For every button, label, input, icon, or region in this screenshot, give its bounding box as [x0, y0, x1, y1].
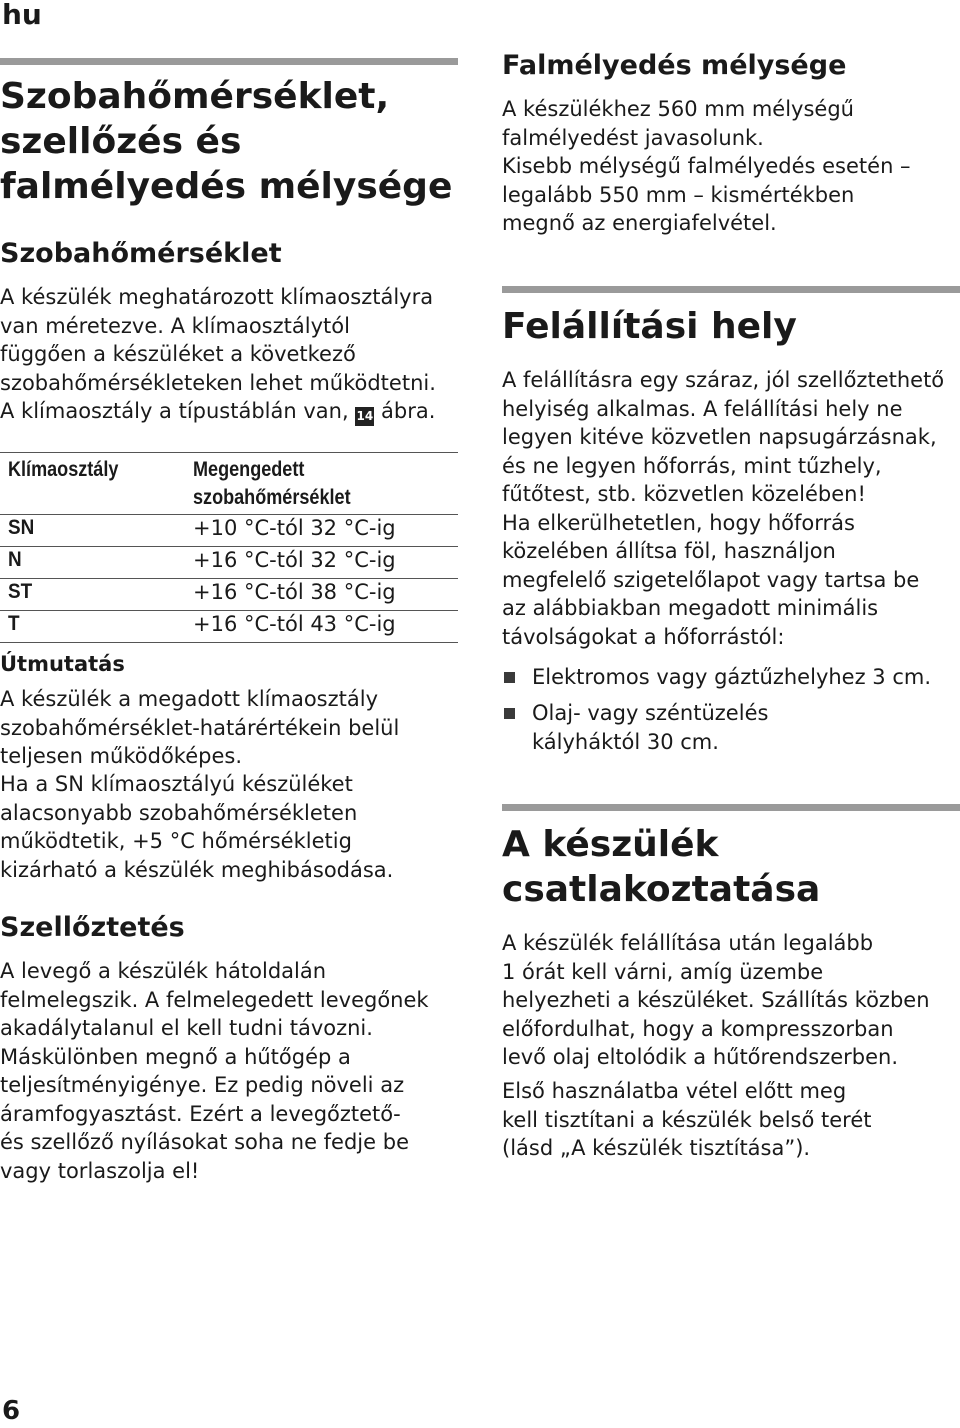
reference-text: A klímaosztály a típustáblán van,: [0, 399, 356, 423]
ventilation-heading: Szellőztetés: [0, 912, 185, 943]
note-text-sn: Ha a SN klímaosztályú készüléket alacsonyabb szobahőmérsékleten működtetik, +5 °C hőmérsékletig kizárható a készülék meghibásodása.: [0, 772, 394, 882]
room-temp-text: A készülék meghatározott klímaosztályra van méretezve. A klímaosztálytól függően a készüléket a következő szobahőmérsékleteken lehet működtetni.: [0, 285, 436, 395]
note-text: A készülék a megadott klímaosztály szobahőmérséklet-határértékein belül teljesen működőképes.: [0, 687, 400, 768]
table-header-temp-line1: Megengedett: [193, 458, 305, 481]
language-code: hu: [2, 0, 42, 31]
section-divider-bar: [502, 804, 960, 811]
table-cell-range: +16 °C-tól 32 °C-ig: [193, 548, 396, 572]
room-temp-heading: Szobahőmérséklet: [0, 238, 282, 269]
location-text: A felállításra egy száraz, jól szellőztethető helyiség alkalmas. A felállítási hely ne legyen kitéve közvetlen napsugárzásnak, és ne legyen hőforrás, mint tűzhely, fűtőtest, stb. közvetlen közelében! Ha elkerülhetetlen, hogy hőforrás közelében állítsa föl, használjon megfelelő szigetelőlapot vagy tartsa be az alábbiakban megadott minimális távolságokat a hőforrástól:: [502, 368, 945, 649]
bullet-marker: [504, 672, 515, 683]
bullet-item: Elektromos vagy gáztűzhelyhez 3 cm.: [532, 665, 932, 689]
section-divider-bar: [502, 286, 960, 293]
table-cell-class: T: [8, 612, 20, 635]
niche-depth-heading: Falmélyedés mélysége: [502, 50, 847, 81]
section-title: Szobahőmérséklet, szellőzés és falmélyedés mélysége: [0, 76, 453, 207]
table-header-class: Klímaosztály: [8, 458, 119, 481]
table-cell-range: +16 °C-tól 38 °C-ig: [193, 580, 396, 604]
table-cell-class: N: [8, 548, 22, 571]
page-number: 6: [2, 1396, 21, 1426]
table-bottom-rule: [0, 642, 458, 643]
table-cell-class: SN: [8, 516, 35, 539]
connect-text-cleaning: Első használatba vétel előtt meg kell tisztítani a készülék belső terét (lásd „A készülék tisztítása”).: [502, 1079, 872, 1160]
table-header-temp-line2: szobahőmérséklet: [193, 486, 351, 509]
room-temp-reference: [0, 397, 458, 426]
bullet-item: Olaj- vagy széntüzelés kályháktól 30 cm.: [532, 701, 769, 754]
table-rule: [0, 610, 458, 611]
location-title: Felállítási hely: [502, 306, 797, 347]
table-cell-class: ST: [8, 580, 33, 603]
note-heading: Útmutatás: [0, 652, 125, 676]
table-cell-range: +16 °C-tól 43 °C-ig: [193, 612, 396, 636]
reference-suffix: ábra.: [374, 399, 436, 423]
bullet-marker: [504, 708, 515, 719]
ventilation-text: A levegő a készülék hátoldalán felmelegszik. A felmelegedett levegőnek akadálytalanul el kell tudni távozni. Máskülönben megnő a hűtőgép a teljesítményigénye. Ez pedig növeli az áramfogyasztást. Ezért a levegőztető- és szellőző nyílásokat soha ne fedje be vagy torlaszolja el!: [0, 959, 429, 1183]
niche-depth-text: A készülékhez 560 mm mélységű falmélyedést javasolunk. Kisebb mélységű falmélyedés esetén – legalább 550 mm – kismértékben megnő az energiafelvétel.: [502, 97, 911, 235]
section-divider-bar: [0, 58, 458, 65]
connect-title: A készülék csatlakoztatása: [502, 824, 821, 910]
table-rule: [0, 514, 458, 515]
figure-number-badge: 14: [355, 407, 374, 426]
table-cell-range: +10 °C-tól 32 °C-ig: [193, 516, 396, 540]
table-top-rule: [0, 452, 458, 453]
connect-text: A készülék felállítása után legalább 1 órát kell várni, amíg üzembe helyezheti a készüléket. Szállítás közben előfordulhat, hogy a kompresszorban levő olaj eltolódik a hűtőrendszerben.: [502, 931, 930, 1069]
table-rule: [0, 546, 458, 547]
table-rule: [0, 578, 458, 579]
